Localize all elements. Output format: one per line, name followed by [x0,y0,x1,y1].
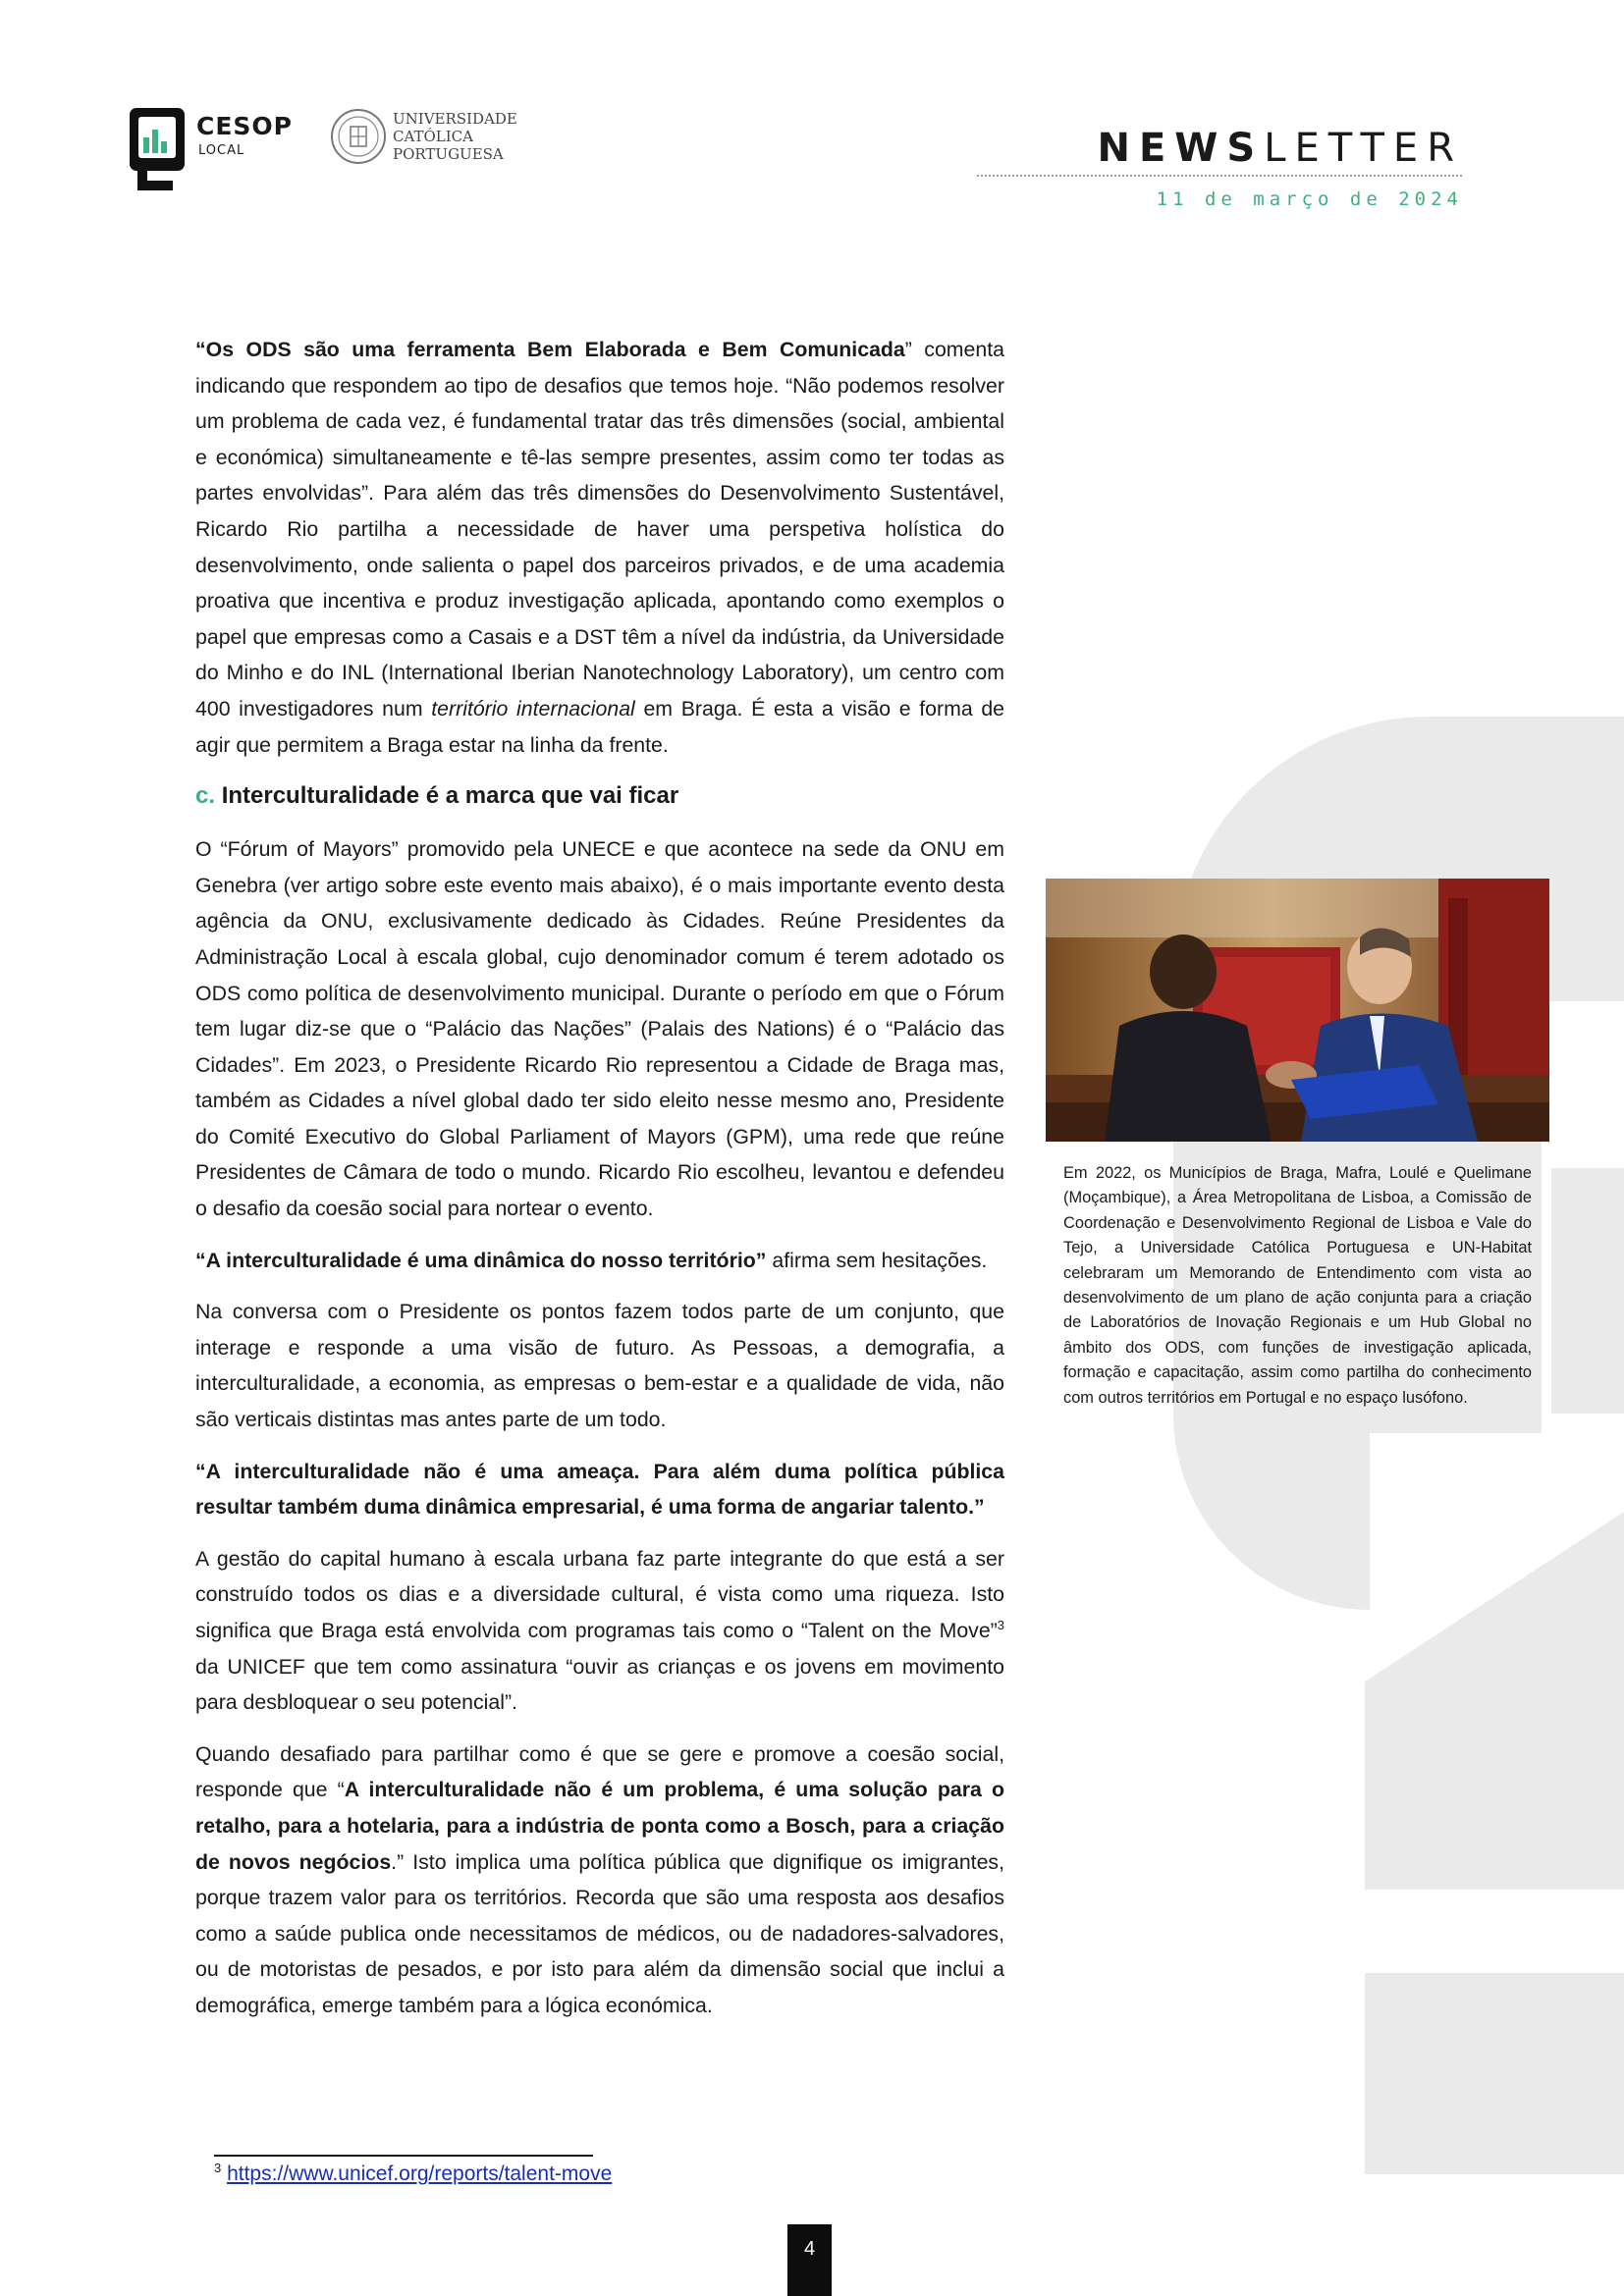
p6-text-b: da UNICEF que tem como assinatura “ouvir as crianças e os jovens em movimento para desbloquear o seu potencial”. [195,1654,1004,1715]
article-body [195,332,1004,2040]
ucp-line-1: UNIVERSIDADE [393,110,517,128]
ucp-name [393,110,517,163]
footnote-number: 3 [214,2161,222,2175]
footnote-divider [214,2155,593,2157]
paragraph-4: Na conversa com o Presidente os pontos fazem todos parte de um conjunto, que interage e responde a uma visão de futuro. As Pessoas, a demografia, a interculturalidade, a economia, as empresas o bem-estar e a qualidade de vida, não são verticais distintas mas antes parte de um todo. [195,1300,1004,1432]
watermark-shape-right [1551,1168,1624,1414]
footnote-ref[interactable]: 3 [997,1617,1004,1632]
paragraph-1 [195,332,1004,763]
watermark-shape-bottom [1365,1512,1624,1890]
newsletter-divider [977,175,1462,177]
handshake-photo [1046,879,1549,1142]
p1-italic: território internacional [431,696,635,721]
watermark-shape-foot [1365,1973,1624,2174]
newsletter-title-bold: NEWS [1097,126,1265,171]
paragraph-7 [195,1736,1004,2024]
photo-caption: Em 2022, os Municípios de Braga, Mafra, Loulé e Quelimane (Moçambique), a Área Metropolitana de Lisboa, a Comissão de Coordenação e Desenvolvimento Regional de Lisboa e Vale do Tejo, a Universidade Católica Portuguesa e UN-Habitat celebraram um Memorando de Entendimento com vista ao desenvolvimento de um plano de ação conjunta para a criação de Laboratórios de Inovação Regionais e um Hub Global no âmbito dos ODS, com funções de investigação aplicada, formação e capacitação, assim como partilha do conhecimento com outros territórios em Portugal e no espaço lusófono. [1063,1164,1532,1407]
newsletter-title [1097,126,1463,171]
p3-bold: “A interculturalidade é uma dinâmica do nosso território” [195,1248,767,1272]
p6-text-a: A gestão do capital humano à escala urbana faz parte integrante do que está a ser construído todos os dias e a diversidade cultural, é vista como uma riqueza. Isto significa que Braga está envolvida com programas tais como o “Talent on the Move” [195,1546,1004,1642]
paragraph-2: O “Fórum of Mayors” promovido pela UNECE e que acontece na sede da ONU em Genebra (ver artigo sobre este evento mais abaixo), é o mais importante evento desta agência da ONU, exclusivamente dedicado às Cidades. Reúne Presidentes da Administração Local à escala global, cujo denominador comum é terem adotado os ODS como política de desenvolvimento municipal. Durante o período em que o Fórum tem lugar diz-se que o “Palácio das Nações” (Palais des Nations) é o “Palácio das Cidades”. Em 2023, o Presidente Ricardo Rio representou a Cidade de Braga mas, também as Cidades a nível global dado ter sido eleito nesse mesmo ano, Presidente do Comité Executivo do Global Parliament of Mayors (GPM), uma rede que reúne Presidentes de Câmara de todo o mundo. Ricardo Rio escolheu, levantou e defendeu o desafio da coesão social para nortear o evento. [195,837,1004,1221]
footnote [214,2163,612,2186]
paragraph-3 [195,1243,1004,1279]
footnote-link[interactable]: https://www.unicef.org/reports/talent-move [227,2163,613,2185]
cesop-logo-icon [130,108,189,192]
p3-text: afirma sem hesitações. [766,1248,988,1272]
p7-text-a: Quando desafiado para partilhar como é que se gere e promove a coesão social, responde que “ [195,1741,1004,1802]
p7-bold: A interculturalidade não é um problema, é uma solução para o retalho, para a hotelaria, para a indústria de ponta como a Bosch, para a criação de novos negócios [195,1778,1005,1874]
cesop-subtitle: LOCAL [198,143,245,158]
section-heading-text: Interculturalidade é a marca que vai ficar [221,782,679,810]
p1-bold: “Os ODS são uma ferramenta Bem Elaborada e Bem Comunicada [195,338,905,361]
ucp-line-2: CATÓLICA [393,128,473,145]
page-number: 4 [787,2224,832,2296]
p1-text-a: ” comenta indicando que respondem ao tipo de desafios que temos hoje. “Não podemos resolver um problema de cada vez, é fundamental tratar das três dimensões (social, ambiental e económica) simultaneamente e tê-las sempre presentes, assim como ter todas as partes envolvidas”. Para além das três dimensões do Desenvolvimento Sustentável, Ricardo Rio partilha a necessidade de haver uma perspetiva holística do desenvolvimento, onde salienta o papel dos parceiros privados, e de uma academia proativa que incentiva e produz investigação aplicada, apontando como exemplos o papel que empresas como a Casais e a DST têm a nível da indústria, da Universidade do Minho e do INL (International Iberian Nanotechnology Laboratory), um centro com 400 investigadores num [195,338,1004,721]
ucp-line-3: PORTUGUESA [393,145,504,163]
ucp-seal-icon [330,108,387,165]
p1-text-b: em Braga. É esta a visão e forma de agir que permitem a Braga estar na linha da frente. [195,696,1005,757]
section-heading [195,778,1004,814]
paragraph-6 [195,1541,1004,1721]
newsletter-title-light: LETTER [1264,126,1463,171]
p7-text-b: .” Isto implica uma política pública que dignifique os imigrantes, porque trazem valor para os territórios. Recorda que são uma resposta aos desafios como a saúde publica onde necessitamos de médicos, ou de nadadores-salvadores, ou de motoristas de pesados, e por isto para além da dimensão social que inclui a demográfica, emerge também para a lógica económica. [195,1849,1005,2017]
section-letter: c. [195,782,216,810]
newsletter-date: 11 de março de 2024 [1156,188,1463,210]
cesop-name: CESOP [196,112,294,140]
paragraph-5-quote: “A interculturalidade não é uma ameaça. Para além duma política pública resultar também duma dinâmica empresarial, é uma forma de angariar talento.” [195,1459,1004,1520]
